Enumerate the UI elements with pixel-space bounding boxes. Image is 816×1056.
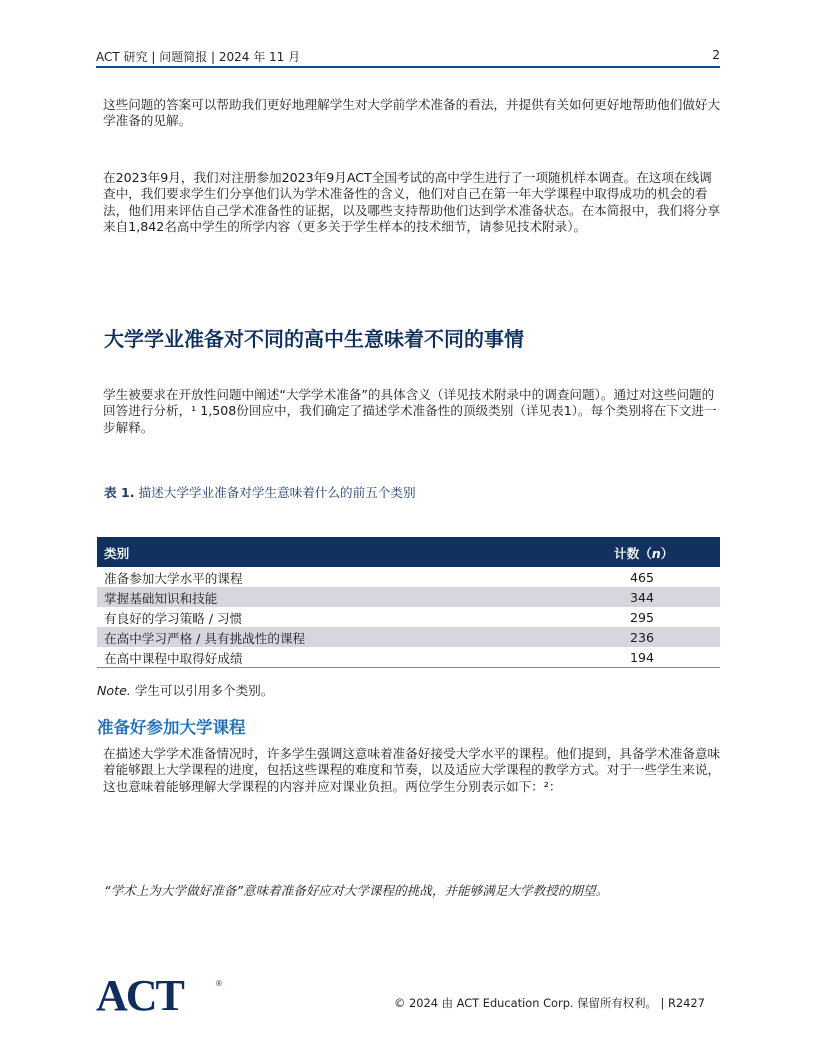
student-quote: “学术上为大学做好准备”意味着准备好应对大学课程的挑战，并能够满足大学教授的期望。 [104,883,609,898]
note-label: Note. [97,683,131,698]
row-count: 295 [630,609,655,625]
col-header-count-n: n [651,545,661,561]
table-row [97,587,720,607]
table-row [97,567,720,587]
college-courses-paragraph: 在描述大学学术准备情况时，许多学生强调这意味着准备好接受大学水平的课程。他们提到，具备学术准备意味着能够跟上大学课程的进度，包括这些课程的难度和节奏，以及适应大学课程的教学方式。对于一些学生来说，这也意味着能够理解大学课程的内容并应对课业负担。两位学生分别表示如下：²： [103,746,721,794]
col-header-count-close: ） [660,545,674,561]
categories-table [97,537,720,668]
table-caption-label: 表 1. [104,485,135,500]
row-category: 在高中课程中取得好成绩 [97,647,592,668]
row-category: 有良好的学习策略 / 习惯 [104,610,243,626]
survey-paragraph: 在2023年9月，我们对注册参加2023年9月ACT全国考试的高中学生进行了一项随机样本调查。在这项在线调查中，我们要求学生们分享他们认为学术准备性的含义，他们对自己在第一年大学课程中取得成功的机会的看法，他们用来评估自己学术准备性的证据，以及哪些支持帮助他们达到学术准备状态。在本简报中，我们将分享来自1,842名高中学生的所学内容（更多关于学生样本的技术细节，请参见技术附录）。 [103,170,721,235]
table-row [97,647,720,668]
row-count: 465 [630,569,655,585]
table-caption [104,482,416,501]
table-caption-text: 描述大学学业准备对学生意味着什么的前五个类别 [134,485,416,500]
subsection-heading: 准备好参加大学课程 [97,718,246,737]
col-header-category: 类别 [104,545,130,561]
col-header-count-label: 计数（ [614,545,652,561]
row-count: 236 [630,629,655,645]
col-header-count [592,537,720,567]
method-paragraph: 学生被要求在开放性问题中阐述“大学学术准备”的具体含义（详见技术附录中的调查问题）。通过对这些问题的回答进行分析，¹ 1,508份回应中，我们确定了描述学术准备性的顶级类别（详见表1）。每个类别将在下文进一步解释。 [103,387,717,435]
row-count: 194 [592,647,720,668]
row-count: 344 [630,589,655,605]
header-divider [96,66,720,68]
footer-copyright: © 2024 由 ACT Education Corp. 保留所有权利。 | R2427 [394,996,705,1010]
logo-wordmark: ACT [96,974,183,1014]
section-heading: 大学学业准备对不同的高中生意味着不同的事情 [104,327,524,351]
row-category: 在高中学习严格 / 具有挑战性的课程 [104,630,306,646]
table-row [97,627,720,647]
logo-registered-mark: ® [216,979,222,988]
table-row [97,607,720,627]
row-category: 掌握基础知识和技能 [104,590,218,606]
page-number: 2 [712,48,720,62]
header-title: ACT 研究 | 问题简报 | 2024 年 11 月 [96,50,301,64]
intro-paragraph: 这些问题的答案可以帮助我们更好地理解学生对大学前学术准备的看法，并提供有关如何更好地帮助他们做好大学准备的见解。 [103,97,721,129]
act-logo [96,974,226,1014]
table-note [97,680,273,699]
note-text: 学生可以引用多个类别。 [130,683,274,698]
table-header-row [97,537,720,567]
row-category: 准备参加大学水平的课程 [104,570,243,586]
